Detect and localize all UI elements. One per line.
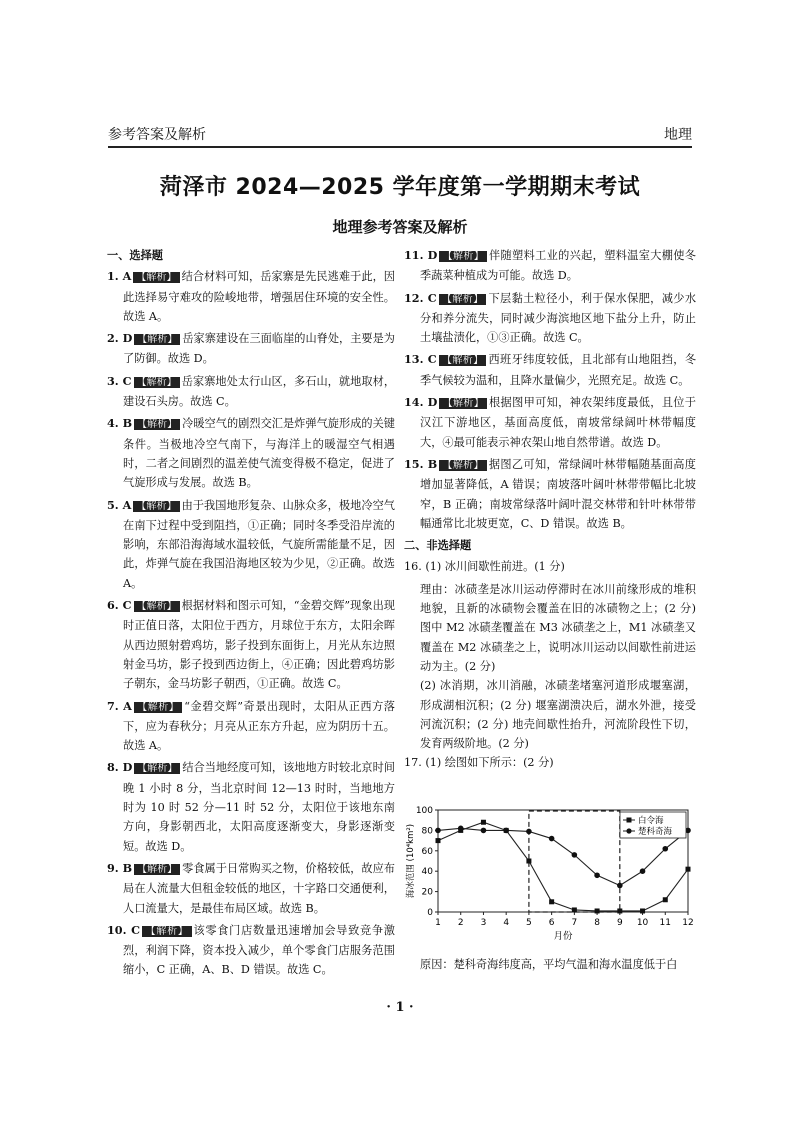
right-question-list (404, 246, 696, 533)
legend-marker-circle (626, 828, 631, 833)
question-number: 8. D (107, 760, 133, 775)
left-question-8 (107, 859, 395, 918)
question-number: 5. A (107, 497, 132, 512)
data-point-square (663, 897, 668, 902)
question-number: 9. B (107, 860, 133, 875)
question-text: 根据图甲可知，神农架纬度最低，且位于汉江下游地区，基面高度低，南坡常绿阔叶林带幅度大，④最可能表示神农架山地自然带谱。故选 D。 (420, 396, 696, 449)
data-point-square (686, 867, 691, 872)
question-number: 11. D (404, 248, 438, 262)
question-text: 由于我国地形复杂、山脉众多，极地冷空气在南下过程中受到阻挡，①正确；同时冬季受沿岸流的影响，东部沿海海域水温较低，气旋所需能量不足，因此，炸弹气旋在我国沿海地区较为少见，②正确。故选 A。 (123, 498, 395, 590)
q16-paragraph-1: 理由：冰碛垄是冰川运动停滞时在冰川前缘形成的堆积地貌，且新的冰碛物会覆盖在旧的冰碛物之上；(2 分) 图中 M2 冰碛垄覆盖在 M3 冰碛垄之上，M1 冰碛垄又覆盖在 M2 冰碛垄之上，说明冰川运动以间歇性前进运动为主。(2 分) (420, 582, 696, 673)
data-point-circle (503, 828, 509, 834)
header-left: 参考答案及解析 (108, 127, 206, 143)
highlight-box (529, 811, 620, 912)
analysis-tag: 【解析】 (439, 460, 487, 471)
y-axis-label: 海冰范围 (10⁴km²) (406, 823, 416, 899)
right-question-4 (404, 455, 696, 533)
data-point-square (481, 820, 486, 825)
question-text: 据图乙可知，常绿阔叶林带幅随基面高度增加显著降低，A 错误；南坡落叶阔叶林带带幅比北坡窄，B 正确；南坡常绿落叶阔叶混交林带和针叶林带带幅通常比北坡更宽，C、D 错误。故选 B。 (420, 457, 696, 530)
data-point-circle (458, 826, 464, 832)
question-text: 岳家寨建设在三面临崖的山脊处，主要是为了防御。故选 D。 (123, 332, 395, 366)
question-text: 西班牙纬度较低，且北部有山地阻挡，冬季气候较为温和，且降水量偏少，光照充足。故选 C。 (420, 353, 697, 387)
q16-paragraph-2: (2) 冰消期，冰川消融，冰碛垄堵塞河道形成堰塞湖，形成湖相沉积；(2 分) 堰塞湖溃决后，湖水外泄，接受河流沉积；(2 分) 地壳间歇性抬升，河流阶段性下切，发育两级阶地。(2 分) (420, 679, 696, 751)
data-point-circle (481, 828, 487, 834)
data-point-circle (526, 829, 532, 835)
data-point-square (436, 838, 441, 843)
left-question-3 (107, 414, 395, 492)
data-point-circle (662, 846, 668, 852)
question-number: 6. C (107, 598, 132, 613)
header-right: 地理 (664, 127, 692, 143)
x-tick-label: 12 (682, 918, 694, 928)
question-text: 该零食门店数量迅速增加会导致竞争激烈，利润下降，资本投入减少，单个零食门店服务范围缩小，C 正确，A、B、D 错误。故选 C。 (123, 923, 395, 977)
left-question-7 (107, 758, 395, 855)
right-question-1 (404, 289, 696, 348)
y-tick-label: 60 (421, 846, 433, 857)
y-tick-label: 80 (421, 826, 433, 837)
legend-marker-square (627, 818, 632, 823)
data-point-circle (594, 872, 600, 878)
analysis-tag: 【解析】 (439, 355, 487, 366)
q17-head: 17. (1) 绘图如下所示：(2 分) (404, 756, 554, 770)
data-point-circle (617, 883, 623, 889)
x-tick-label: 1 (435, 918, 441, 928)
question-number: 4. B (107, 416, 133, 431)
x-axis-label: 月份 (553, 931, 573, 942)
data-point-square (595, 908, 600, 913)
left-question-2 (107, 372, 395, 412)
analysis-tag: 【解析】 (134, 864, 180, 875)
page-title: 菏泽市 2024—2025 学年度第一学期期末考试 (159, 175, 641, 200)
question-number: 2. D (107, 331, 133, 346)
analysis-tag: 【解析】 (134, 377, 180, 388)
analysis-tag: 【解析】 (439, 251, 487, 262)
question-text: 结合当地经度可知，该地地方时较北京时间晚 1 小时 8 分，当北京时间 12—13 时时，当地地方时为 10 时 52 分—11 时 52 分，太阳位于该地东南方向，身影朝西北，太阳高度逐渐变大，身影逐渐变短。故选 D。 (123, 761, 395, 853)
left-question-5 (107, 596, 395, 693)
x-tick-label: 11 (659, 918, 671, 928)
x-tick-label: 2 (457, 918, 464, 928)
question-text: 伴随塑料工业的兴起，塑料温室大棚使冬季蔬菜种植成为可能。故选 D。 (420, 249, 696, 283)
page-number: · 1 · (386, 1000, 414, 1015)
question-number: 15. B (404, 456, 438, 471)
x-tick-label: 10 (636, 918, 649, 928)
section-heading-nonchoice: 二、非选择题 (404, 539, 472, 553)
data-point-square (572, 907, 577, 912)
analysis-tag: 【解析】 (142, 926, 192, 937)
y-tick-label: 0 (427, 908, 433, 918)
x-tick-label: 3 (480, 918, 487, 928)
legend-label: 楚科奇海 (638, 827, 673, 837)
question-number: 3. C (107, 373, 132, 388)
x-tick-label: 6 (548, 918, 555, 928)
question-text: 岳家寨地处太行山区，多石山，就地取材，建设石头房。故选 C。 (123, 374, 396, 409)
x-tick-label: 5 (526, 918, 532, 928)
data-point-square (617, 908, 622, 913)
question-number: 10. C (107, 922, 140, 937)
legend-label: 白令海 (638, 816, 664, 826)
analysis-tag: 【解析】 (439, 398, 487, 409)
x-tick-label: 4 (503, 918, 510, 928)
analysis-tag: 【解析】 (133, 501, 179, 512)
question-text: 根据材料和图示可知，“金碧交辉”现象出现时正值日落，太阳位于西方，月球位于东方，太阳余晖从西边照射碧鸡坊，影子投到东面街上，月光从东边照射金马坊，影子投到西边街上，④正确；因此碧鸡坊影子朝东，金马坊影子朝西，①正确。故选 C。 (123, 599, 395, 691)
right-question-0 (404, 246, 696, 286)
x-tick-label: 8 (594, 918, 600, 928)
data-point-square (549, 899, 554, 904)
x-tick-label: 7 (571, 918, 578, 928)
analysis-tag: 【解析】 (134, 763, 180, 774)
left-question-0 (107, 267, 395, 326)
q16-head: 16. (1) 冰川间歇性前进。(1 分) (404, 560, 565, 574)
question-number: 1. A (107, 269, 132, 284)
right-question-3 (404, 393, 696, 452)
question-text: 冷暖空气的剧烈交汇是炸弹气旋形成的关键条件。当极地冷空气南下，与海洋上的暖湿空气相遇时，二者之间剧烈的温差使气流变得极不稳定，促进了气旋形成与发展。故选 B。 (123, 417, 395, 490)
analysis-tag: 【解析】 (134, 702, 183, 713)
page-subtitle: 地理参考答案及解析 (332, 218, 468, 236)
question-text: 结合材料可知，岳家寨是先民逃难于此，因此选择易守难攻的险峻地带，增强居住环境的安全性。故选 A。 (123, 270, 395, 323)
right-question-2 (404, 350, 696, 390)
data-point-square (640, 908, 645, 913)
question-number: 14. D (404, 395, 438, 410)
question-text: “金碧交辉”奇景出现时，太阳从正西方落下，应为春秋分；月亮从正东方升起，应为阴历十五。故选 A。 (123, 699, 395, 753)
data-point-circle (572, 852, 578, 858)
data-point-circle (640, 868, 646, 874)
left-column (107, 246, 395, 983)
question-number: 13. C (404, 352, 437, 367)
left-question-6 (107, 697, 395, 756)
data-point-circle (435, 828, 441, 834)
question-number: 7. A (107, 698, 132, 713)
analysis-tag: 【解析】 (133, 272, 179, 283)
analysis-tag: 【解析】 (439, 294, 487, 305)
y-tick-label: 40 (421, 867, 433, 878)
y-tick-label: 100 (415, 806, 433, 816)
question-text: 下层黏土粒径小，利于保水保肥，减少水分和养分流失，同时减少海滨地区地下盐分上升，防止土壤盐渍化，①③正确。故选 C。 (420, 291, 697, 345)
left-question-list (107, 267, 395, 979)
section-heading-choice: 一、选择题 (107, 249, 163, 262)
analysis-tag: 【解析】 (134, 334, 180, 345)
left-question-9 (107, 921, 395, 980)
analysis-tag: 【解析】 (134, 601, 180, 612)
left-question-4 (107, 496, 395, 593)
q17-caption: 原因：楚科奇海纬度高，平均气温和海水温度低于白 (420, 958, 678, 971)
x-tick-label: 9 (616, 918, 623, 928)
data-point-circle (549, 836, 555, 842)
right-column (404, 246, 696, 776)
sea-ice-chart (404, 800, 696, 950)
analysis-tag: 【解析】 (134, 419, 180, 430)
data-point-square (526, 859, 531, 864)
question-number: 12. C (404, 290, 437, 305)
y-tick-label: 20 (421, 887, 433, 898)
page-header (108, 118, 692, 148)
left-question-1 (107, 329, 395, 369)
question-text: 零食属于日常购买之物，价格较低，故应布局在人流量大但租金较低的地区，十字路口交通便利，人口流量大，是最佳布局区域。故选 B。 (123, 861, 395, 915)
